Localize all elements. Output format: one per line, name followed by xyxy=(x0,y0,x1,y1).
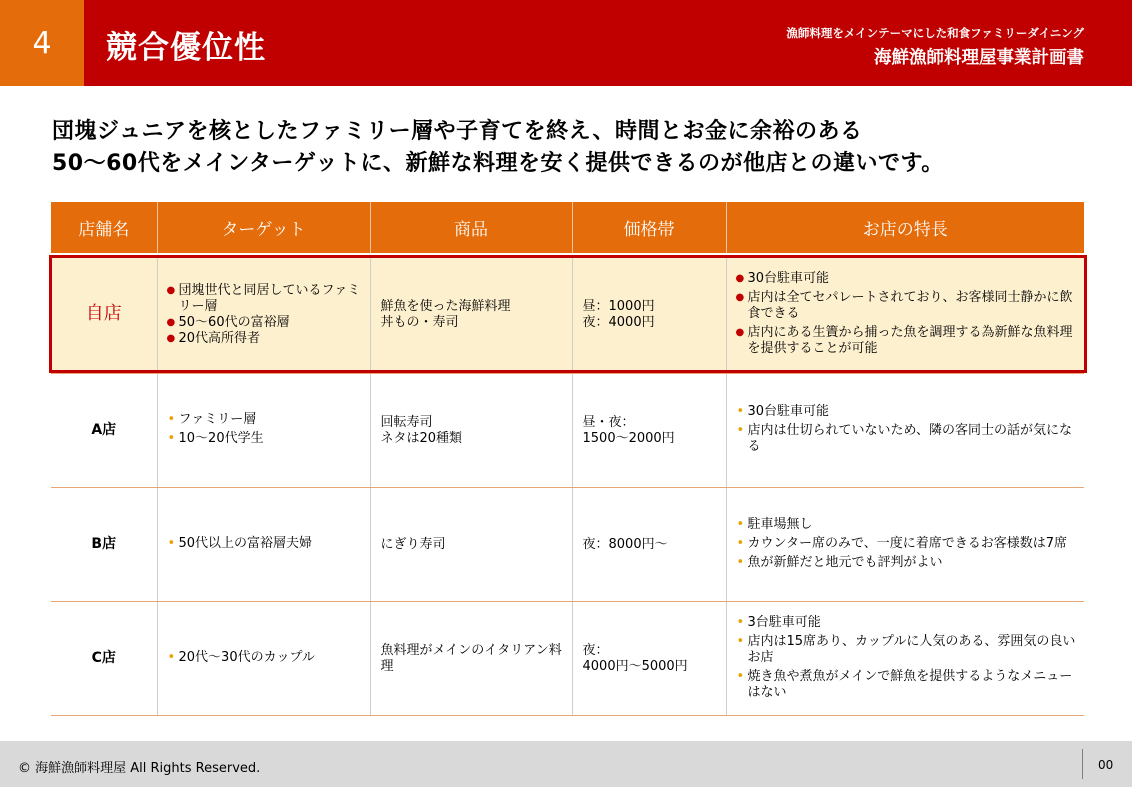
price-cell xyxy=(572,255,726,374)
target-cell xyxy=(157,488,370,602)
features-cell xyxy=(726,488,1084,602)
store-name: 自店 xyxy=(85,303,122,324)
price-line: 夜： xyxy=(582,642,609,658)
page-number: 00 xyxy=(1098,758,1114,772)
price-line: 1500～2000円 xyxy=(582,430,675,446)
list-item: • 50代以上の富裕層夫婦 xyxy=(168,536,362,552)
list-item: • ファミリー層 xyxy=(168,412,362,428)
price-cell xyxy=(572,602,726,716)
product-cell xyxy=(370,602,572,716)
lead-text xyxy=(52,116,1112,180)
page-title: 競合優位性 xyxy=(106,30,266,66)
store-cell xyxy=(51,255,157,374)
features-cell xyxy=(726,374,1084,488)
column-header-features: お店の特長 xyxy=(726,202,1084,255)
column-header-store: 店舗名 xyxy=(51,202,157,255)
lead-line-2: 50～60代をメインターゲットに、新鮮な料理を安く提供できるのが他店との違いです。 xyxy=(52,151,944,176)
list-item: ● 店内は全てセパレートされており、お客様同士静かに飲食できる xyxy=(737,290,1077,322)
list-item: • 駐車場無し xyxy=(737,517,1077,533)
list-item: • 3台駐車可能 xyxy=(737,615,1077,631)
list-item: • 20代～30代のカップル xyxy=(168,650,362,666)
list-item: • 30台駐車可能 xyxy=(737,404,1077,420)
lead-line-1: 団塊ジュニアを核としたファミリー層や子育てを終え、時間とお金に余裕のある xyxy=(52,119,863,144)
product-line: 丼もの・寿司 xyxy=(380,315,459,330)
price-cell xyxy=(572,374,726,488)
product-cell xyxy=(370,255,572,374)
column-header-price: 価格帯 xyxy=(572,202,726,255)
section-number: 4 xyxy=(0,0,84,86)
copyright-text: © 海鮮漁師料理屋 All Rights Reserved. xyxy=(18,761,261,776)
product-line: 鮮魚を使った海鮮料理 xyxy=(380,299,511,314)
table-row-competitor-c xyxy=(51,602,1084,716)
list-item: ● 50～60代の富裕層 xyxy=(168,315,362,331)
product-line: 回転寿司 xyxy=(380,414,433,430)
table-row-own-store xyxy=(51,255,1084,374)
list-item: ● 店内にある生簀から捕った魚を調理する為新鮮な魚料理を提供することが可能 xyxy=(737,325,1077,357)
list-item: • 店内は15席あり、カップルに人気のある、雰囲気の良いお店 xyxy=(737,634,1077,666)
store-name: A店 xyxy=(91,422,117,438)
store-name: C店 xyxy=(91,650,116,666)
store-cell xyxy=(51,488,157,602)
column-header-product: 商品 xyxy=(370,202,572,255)
product-cell xyxy=(370,374,572,488)
header-subtitle: 漁師料理をメインテーマにした和食ファミリーダイニング xyxy=(786,26,1084,40)
header-bar xyxy=(0,0,1132,86)
target-cell xyxy=(157,374,370,488)
product-line: にぎり寿司 xyxy=(380,536,446,552)
store-name: B店 xyxy=(91,536,117,552)
price-cell xyxy=(572,488,726,602)
document-title: 海鮮漁師料理屋事業計画書 xyxy=(874,48,1084,68)
product-cell xyxy=(370,488,572,602)
store-cell xyxy=(51,602,157,716)
product-line: ネタは20種類 xyxy=(380,430,463,446)
table-row-competitor-b xyxy=(51,488,1084,602)
store-cell xyxy=(51,374,157,488)
competitor-comparison-table xyxy=(51,202,1084,716)
target-cell xyxy=(157,602,370,716)
table-header-row xyxy=(51,202,1084,255)
target-cell xyxy=(157,255,370,374)
footer-divider xyxy=(1082,749,1083,779)
features-cell xyxy=(726,255,1084,374)
list-item: • 魚が新鮮だと地元でも評判がよい xyxy=(737,555,1077,571)
column-header-target: ターゲット xyxy=(157,202,370,255)
price-line: 昼・夜： xyxy=(582,414,635,430)
list-item: • 店内は仕切られていないため、隣の客同士の話が気になる xyxy=(737,423,1077,455)
list-item: • 焼き魚や煮魚がメインで鮮魚を提供するようなメニューはない xyxy=(737,669,1077,701)
price-line: 夜：8000円～ xyxy=(582,536,668,552)
list-item: ● 30台駐車可能 xyxy=(737,271,1077,287)
table-row-competitor-a xyxy=(51,374,1084,488)
list-item: ● 20代高所得者 xyxy=(168,331,362,347)
features-cell xyxy=(726,602,1084,716)
list-item: ● 団塊世代と同居しているファミリー層 xyxy=(168,283,362,315)
list-item: • 10～20代学生 xyxy=(168,431,362,447)
price-line: 4000円～5000円 xyxy=(582,658,688,674)
price-line: 夜：4000円 xyxy=(582,315,655,330)
price-line: 昼：1000円 xyxy=(582,299,655,314)
product-line: 魚料理がメインのイタリアン料理 xyxy=(380,642,562,674)
list-item: • カウンター席のみで、一度に着席できるお客様数は7席 xyxy=(737,536,1077,552)
footer-bar xyxy=(0,741,1132,787)
